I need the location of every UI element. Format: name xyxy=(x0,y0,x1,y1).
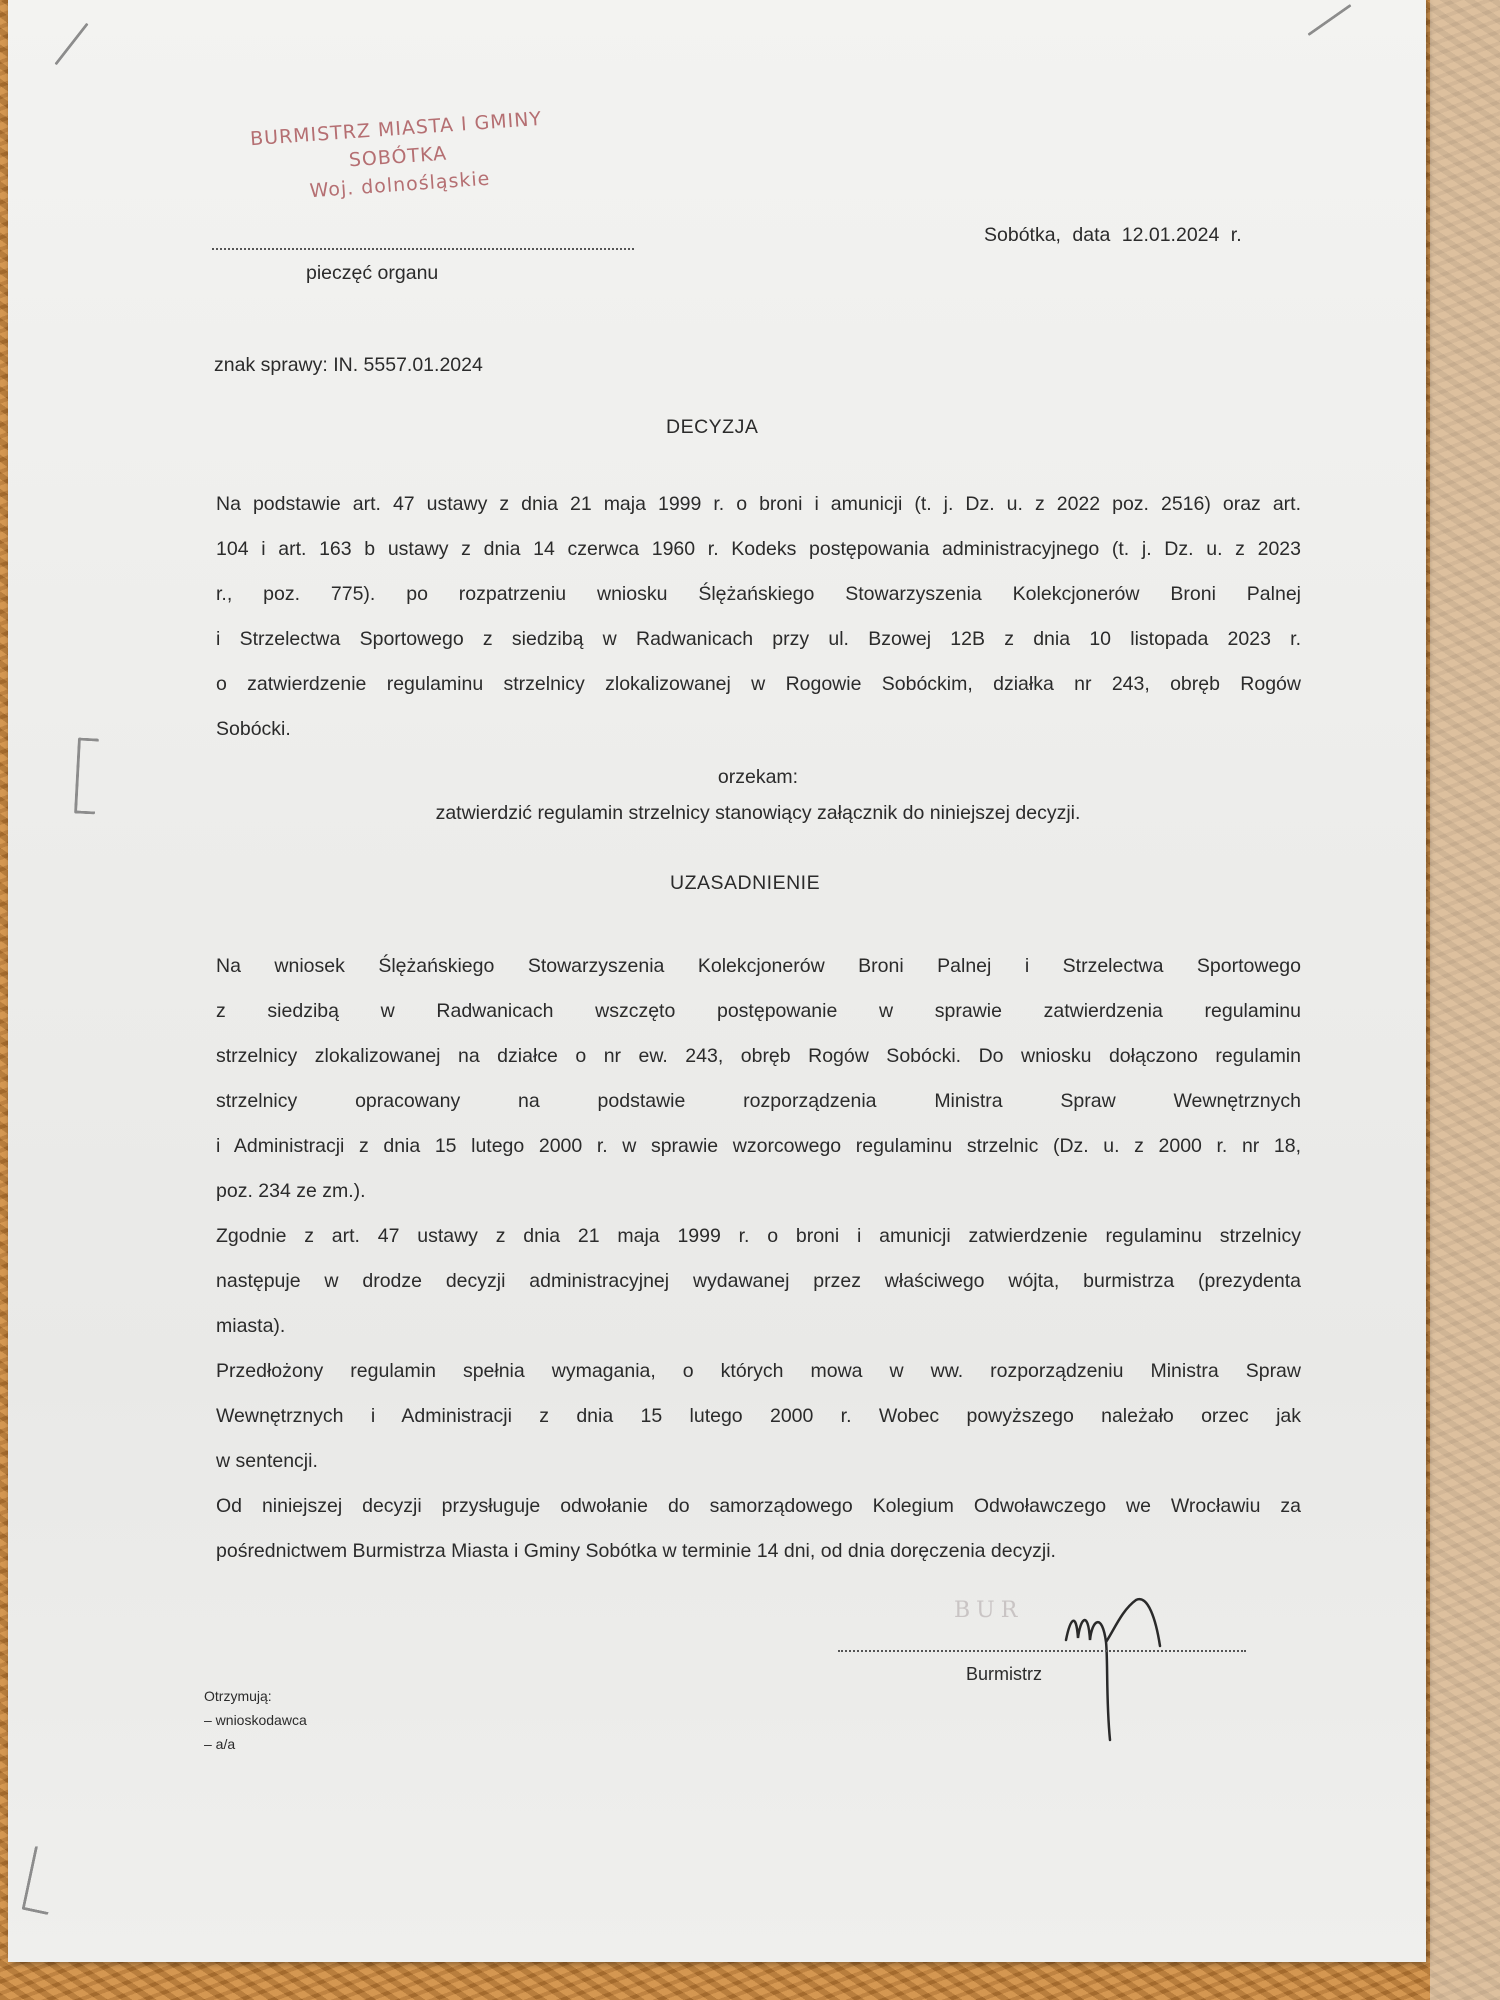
decision-body xyxy=(216,482,1301,752)
staple-top-left xyxy=(54,23,88,66)
signature-title: Burmistrz xyxy=(966,1664,1042,1684)
recipients-label: Otrzymują: xyxy=(204,1688,272,1704)
justification-line: następuje w drodze decyzji administracyjnej wydawanej przez właściwego wójta, burmistrza (prezydenta xyxy=(216,1270,1301,1292)
ruling-label: orzekam: xyxy=(717,766,799,788)
justification-line: Wewnętrznych i Administracji z dnia 15 lutego 2000 r. Wobec powyższego należało orzec jak xyxy=(216,1405,1301,1427)
justification-paragraph-2 xyxy=(216,1214,1301,1349)
justification-line: z siedzibą w Radwanicach wszczęto postępowanie w sprawie zatwierdzenia regulaminu xyxy=(216,1000,1301,1022)
justification-paragraph-1 xyxy=(216,944,1301,1214)
justification-line: poz. 234 ze zm.). xyxy=(216,1180,366,1202)
signature-stamp-fragment: BUR xyxy=(954,1598,1024,1623)
place-date: Sobótka, data 12.01.2024 r. xyxy=(984,224,1242,246)
signature-dotted-line xyxy=(838,1650,1246,1652)
adjacent-sheet-edge xyxy=(1430,0,1500,2000)
recipient-item: – wnioskodawca xyxy=(204,1712,307,1728)
handwritten-signature xyxy=(1048,1590,1198,1760)
decision-line: r., poz. 775). po rozpatrzeniu wniosku Ślężańskiego Stowarzyszenia Kolekcjonerów Broni Palnej xyxy=(216,583,1301,605)
justification-title: UZASADNIENIE xyxy=(670,872,821,894)
stamp-line-1: BURMISTRZ MIASTA I GMINY xyxy=(249,107,543,151)
justification-line: i Administracji z dnia 15 lutego 2000 r. w sprawie wzorcowego regulaminu strzelnic (Dz. u. z 2000 r. nr 18, xyxy=(216,1135,1301,1157)
staple-top-right xyxy=(1307,4,1351,36)
justification-line: strzelnicy zlokalizowanej na działce o nr ew. 243, obręb Rogów Sobócki. Do wniosku dołączono regulamin xyxy=(216,1045,1301,1067)
case-reference: znak sprawy: IN. 5557.01.2024 xyxy=(214,354,483,376)
justification-line: Zgodnie z art. 47 ustawy z dnia 21 maja 1999 r. o broni i amunicji zatwierdzenie regulaminu strzelnicy xyxy=(216,1225,1301,1247)
decision-line: Sobócki. xyxy=(216,718,291,740)
staple-bottom-left xyxy=(22,1846,62,1915)
recipients-list xyxy=(204,1684,307,1756)
ruling-text: zatwierdzić regulamin strzelnicy stanowiący załącznik do niniejszej decyzji. xyxy=(435,802,1081,824)
justification-line: Przedłożony regulamin spełnia wymagania, o których mowa w ww. rozporządzeniu Ministra Spraw xyxy=(216,1360,1301,1382)
seal-dotted-line xyxy=(212,248,634,250)
justification-line: Na wniosek Ślężańskiego Stowarzyszenia Kolekcjonerów Broni Palnej i Strzelectwa Sportowego xyxy=(216,955,1301,977)
justification-line: pośrednictwem Burmistrza Miasta i Gminy Sobótka w terminie 14 dni, od dnia doręczenia decyzji. xyxy=(216,1540,1056,1562)
justification-line: miasta). xyxy=(216,1315,286,1337)
justification-line: w sentencji. xyxy=(216,1450,318,1472)
stamp-line-2: SOBÓTKA xyxy=(348,142,448,172)
decision-line: o zatwierdzenie regulaminu strzelnicy zlokalizowanej w Rogowie Sobóckim, działka nr 243, obręb Rogów xyxy=(216,673,1301,695)
justification-line: strzelnicy opracowany na podstawie rozporządzenia Ministra Spraw Wewnętrznych xyxy=(216,1090,1301,1112)
office-stamp xyxy=(226,106,571,208)
decision-line: Na podstawie art. 47 ustawy z dnia 21 maja 1999 r. o broni i amunicji (t. j. Dz. u. z 2022 poz. 2516) oraz art. xyxy=(216,493,1301,515)
seal-caption: pieczęć organu xyxy=(306,262,439,284)
document-sheet xyxy=(8,0,1426,1962)
decision-line: i Strzelectwa Sportowego z siedzibą w Radwanicach przy ul. Bzowej 12B z dnia 10 listopada 2023 r. xyxy=(216,628,1301,650)
decision-line: 104 i art. 163 b ustawy z dnia 14 czerwca 1960 r. Kodeks postępowania administracyjnego (t. j. Dz. u. z 2023 xyxy=(216,538,1301,560)
justification-line: Od niniejszej decyzji przysługuje odwołanie do samorządowego Kolegium Odwoławczego we Wrocławiu za xyxy=(216,1495,1301,1517)
decision-title: DECYZJA xyxy=(666,416,759,438)
justification-paragraph-3 xyxy=(216,1349,1301,1484)
recipient-item: – a/a xyxy=(204,1736,236,1752)
justification-paragraph-4 xyxy=(216,1484,1301,1574)
stamp-line-3: Woj. dolnośląskie xyxy=(308,167,491,203)
staple-middle-left xyxy=(74,738,99,815)
